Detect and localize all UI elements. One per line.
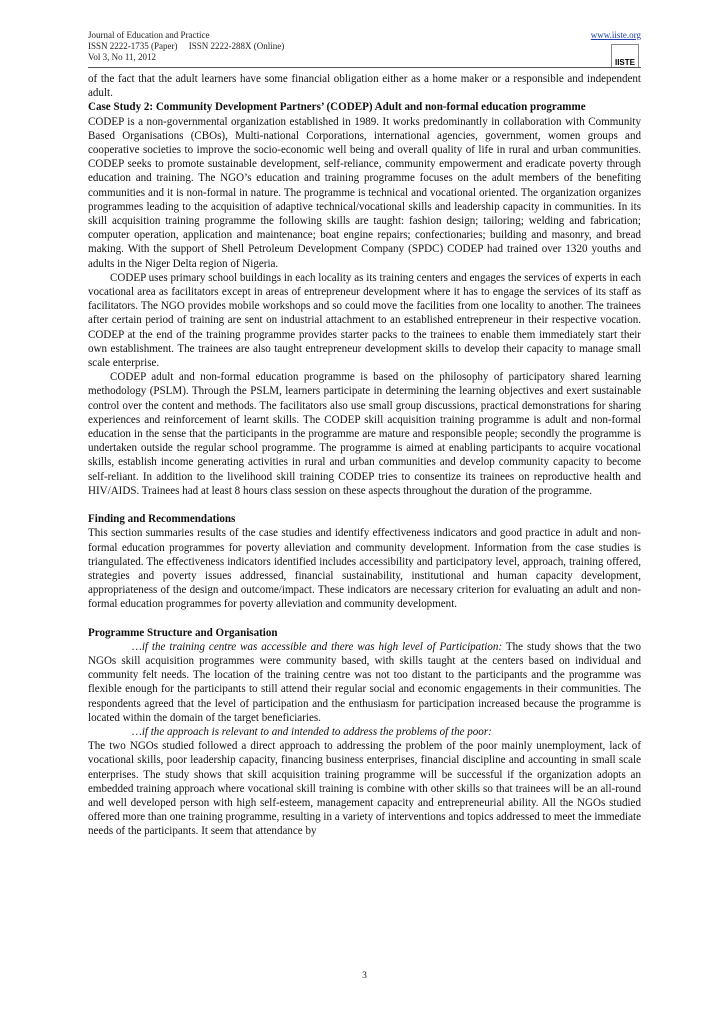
paragraph-1: CODEP is a non-governmental organization established in 1989. It works predominantly in collaboration with Community Based Organisations (CBOs), Multi-national Corporations, international agencies, government, women groups and cooperative societies to improve the socio-economic well being and overall quality of life in rural and urban communities. CODEP seeks to promote sustainable development, self-reliance, community empowerment and eradicate poverty through education and training. The NGO’s education and training programme focuses on the adult members of the benefiting communities and it is non-formal in nature. The programme is technical and vocational oriented. The organization organizes programmes leading to the acquisition of adaptive technical/vocational skills and leadership capacity in communities. In its skill acquisition training programme the following skills are taught: fashion design; tailoring; welding and fabrication; computer operation, application and maintenance; boat engine repairs; confectionaries; building and masonry, and bread making. With the support of Shell Petroleum Development Company (SPDC) CODEP had trained over 1320 youths and adults in the Niger Delta region of Nigeria. bbox=[88, 115, 641, 270]
paragraph-2: CODEP uses primary school buildings in each locality as its training centers and engages the services of experts in each vocational area as facilitators except in areas of entrepreneur development where it has to engage the services of its staff as facilitators. The NGO provides mobile workshops and so could move the facilities from one locality to another. The trainees after certain period of training are sent on industrial attachment to an established entrepreneur in their respective vocation. CODEP at the end of the training programme provides starter packs to the trainees to enable them immediately start their own establishment. The trainees are also taught entrepreneur development skills to develop their capacity to manage small scale enterprise. bbox=[88, 271, 641, 370]
paragraph-6: The two NGOs studied followed a direct approach to addressing the problem of the poor mainly unemployment, lack of vocational skills, poor leadership capacity, financing business enterprises, financial discipline and accounting in small scale enterprises. The study shows that skill acquisition training programme will be successful if the organization adopts an embedded training approach where vocational skill training is combine with other skills so that trainees will be an all-round and well developed person with high self-esteem, management capacity and entrepreneurial ability. All the NGOs studied offered more than one training programme, resulting in a variety of interventions and topics addressed to meet the immediate needs of the participants. It seem that attendance by bbox=[88, 740, 641, 838]
subheading-accessibility: …if the training centre was accessible and there was high level of Participation: bbox=[132, 640, 503, 653]
header-rule bbox=[88, 67, 641, 68]
article-body bbox=[88, 72, 641, 839]
page bbox=[88, 0, 641, 981]
section-heading-structure: Programme Structure and Organisation bbox=[88, 626, 278, 639]
section-heading-findings: Finding and Recommendations bbox=[88, 513, 236, 526]
paragraph-3: CODEP adult and non-formal education programme is based on the philosophy of participatory shared learning methodology (PSLM). Through the PSLM, learners participate in determining the learning objectives and exert sustainable control over the content and methods. The facilitators also use small group discussions, practical demonstrations for sharing experiences and reinforcement of learnt skills. The CODEP skill acquisition training programme is adult and non-formal education in the sense that the participants in the programme are mature and responsible people; secondly the programme is undertaken outside the regular school programme. The programme is aimed at enabling participants to acquire vocational skills, establish income generating activities in rural and urban communities and develop community capacity to become self-reliant. In addition to the livelihood skill training CODEP tries to consentize its trainees on reproductive health and HIV/AIDS. Trainees had at least 8 hours class session on these aspects throughout the duration of the programme. bbox=[88, 371, 641, 497]
iiste-logo bbox=[611, 44, 639, 68]
paragraph-4: This section summaries results of the case studies and identify effectiveness indicators and good practice in adult and non-formal education programmes for poverty alleviation and community development. Information from the case studies is triangulated. The effectiveness indicators identified includes accessibility and participatory level, approach, training offered, strategies and poverty issues addressed, financial sustainability, institutional and human capacity development, appropriateness of the design and outcome/impact. These indicators are necessary criterion for evaluating an adult and non-formal education programmes for poverty alleviation and community development. bbox=[88, 527, 641, 611]
page-number: 3 bbox=[362, 971, 367, 981]
journal-url-link[interactable]: www.iiste.org bbox=[590, 30, 641, 40]
volume-line: Vol 3, No 11, 2012 bbox=[88, 52, 157, 62]
running-header bbox=[88, 0, 641, 68]
paragraph-5-text: The study shows that the two NGOs skill acquisition programmes were community based, with skills taught at the centers based on individual and community felt needs. The location of the training centre was not too distant to the participants and the programme was flexible enough for the participants to still attend their regular social and economic engagements in their communities. The respondents agreed that the level of participation and the enthusiasm for participation increased because the programme is located within the domain of the target beneficiaries. bbox=[88, 640, 641, 724]
paragraph-5 bbox=[88, 640, 641, 725]
logo-text: IISTE bbox=[614, 58, 635, 67]
paragraph-0: of the fact that the adult learners have some financial obligation either as a home maker or a responsible and independent adult. bbox=[88, 73, 641, 100]
case-study-title: Case Study 2: Community Development Partners’ (CODEP) Adult and non-formal education programme bbox=[88, 101, 586, 114]
subheading-approach: …if the approach is relevant to and intended to address the problems of the poor: bbox=[132, 725, 492, 738]
issn-line: ISSN 2222-1735 (Paper) ISSN 2222-288X (Online) bbox=[88, 41, 285, 51]
journal-name: Journal of Education and Practice bbox=[88, 30, 210, 40]
